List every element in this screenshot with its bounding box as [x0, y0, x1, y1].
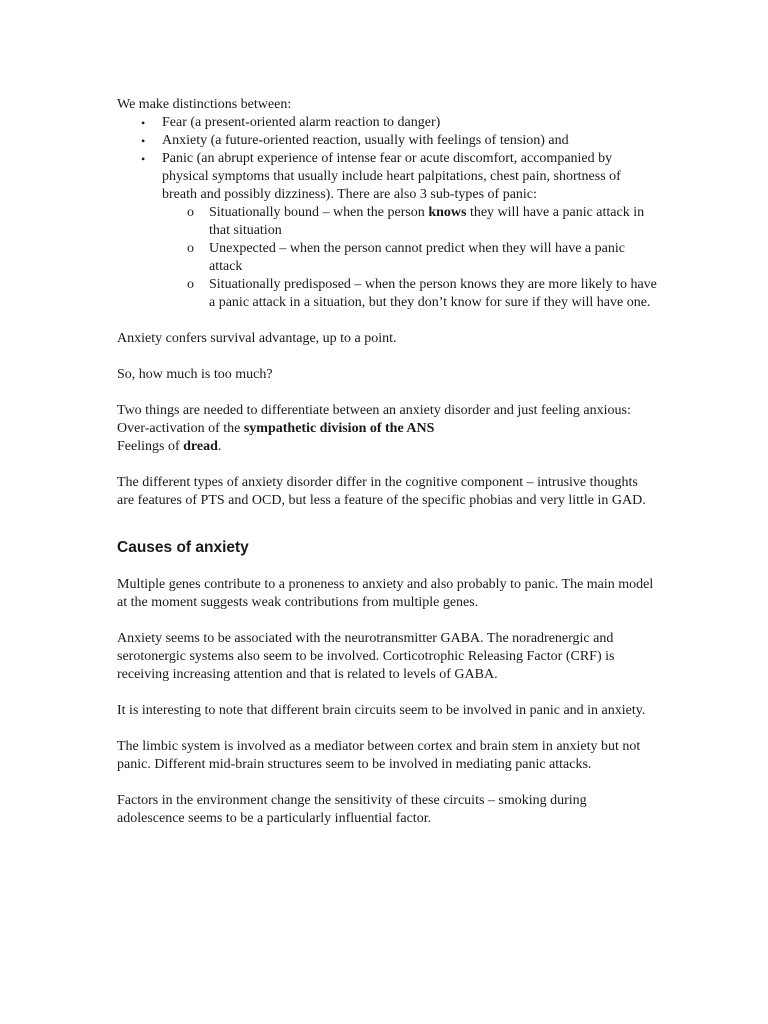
circle-bullet-icon: o: [187, 205, 194, 220]
circuits-paragraph: It is interesting to note that different brain circuits seem to be involved in panic and in anxiety.: [117, 703, 646, 718]
panic-subtypes-list: [162, 204, 657, 312]
intro-text: We make distinctions between:: [117, 97, 292, 112]
subtype-situationally-predisposed: [162, 276, 657, 312]
subtype-unexpected: [162, 240, 657, 276]
overactivation-text: Over-activation of the: [117, 421, 244, 436]
list-item-text: Anxiety (a future-oriented reaction, usually with feelings of tension) and: [162, 133, 569, 148]
two-things-paragraph: Two things are needed to differentiate between an anxiety disorder and just feeling anxious:: [117, 403, 631, 418]
overactivation-emphasis: sympathetic division of the ANS: [243, 421, 435, 436]
dread-text: Feelings of: [117, 439, 184, 454]
subtype-situationally-bound: [162, 204, 657, 240]
survival-paragraph: Anxiety confers survival advantage, up to a point.: [117, 331, 397, 346]
dread-period: .: [217, 439, 222, 454]
subtype-text-emphasis: knows: [428, 205, 467, 220]
subtype-text: Situationally predisposed – when the person knows they are more likely to have a panic attack in a situation, but they don’t know for sure if they will have one.: [209, 277, 657, 310]
dread-emphasis: dread: [183, 439, 218, 454]
subtype-text: Unexpected – when the person cannot predict when they will have a panic attack: [209, 241, 625, 274]
bullet-icon: •: [141, 116, 146, 130]
subtype-text-end: they will have a panic attack in that situation: [209, 205, 645, 238]
distinctions-list: [117, 114, 657, 312]
environment-paragraph: Factors in the environment change the sensitivity of these circuits – smoking during adolescence seems to be a particularly influential factor.: [117, 793, 587, 826]
section-heading: Causes of anxiety: [117, 539, 249, 556]
subtype-text-start: Situationally bound – when the person: [209, 205, 429, 220]
list-item-fear: [117, 114, 657, 132]
list-item-text: Panic (an abrupt experience of intense fear or acute discomfort, accompanied by physical symptoms that usually include heart palpitations, chest pain, shortness of breath and possibly dizziness). There are also 3 sub-types of panic:: [162, 151, 621, 202]
bullet-icon: •: [141, 134, 146, 148]
list-item-anxiety: [117, 132, 657, 150]
circle-bullet-icon: o: [187, 241, 194, 256]
bullet-icon: •: [141, 152, 146, 166]
list-item-text: Fear (a present-oriented alarm reaction to danger): [162, 115, 441, 130]
overactivation-line: [117, 420, 657, 438]
circle-bullet-icon: o: [187, 277, 194, 292]
document-page: [117, 96, 657, 828]
limbic-paragraph: The limbic system is involved as a mediator between cortex and brain stem in anxiety but not panic. Different mid-brain structures seem to be involved in mediating panic attacks.: [117, 739, 641, 772]
question-paragraph: So, how much is too much?: [117, 367, 273, 382]
types-paragraph: The different types of anxiety disorder differ in the cognitive component – intrusive thoughts are features of PTS and OCD, but less a feature of the specific phobias and very little in GAD.: [117, 475, 646, 508]
genes-paragraph: Multiple genes contribute to a proneness to anxiety and also probably to panic. The main model at the moment suggests weak contributions from multiple genes.: [117, 577, 654, 610]
list-item-panic: [117, 150, 657, 312]
dread-line: [117, 438, 657, 456]
gaba-paragraph: Anxiety seems to be associated with the neurotransmitter GABA. The noradrenergic and serotonergic systems also seem to be involved. Corticotrophic Releasing Factor (CRF) is receiving increasing attention and that is related to levels of GABA.: [117, 631, 615, 682]
